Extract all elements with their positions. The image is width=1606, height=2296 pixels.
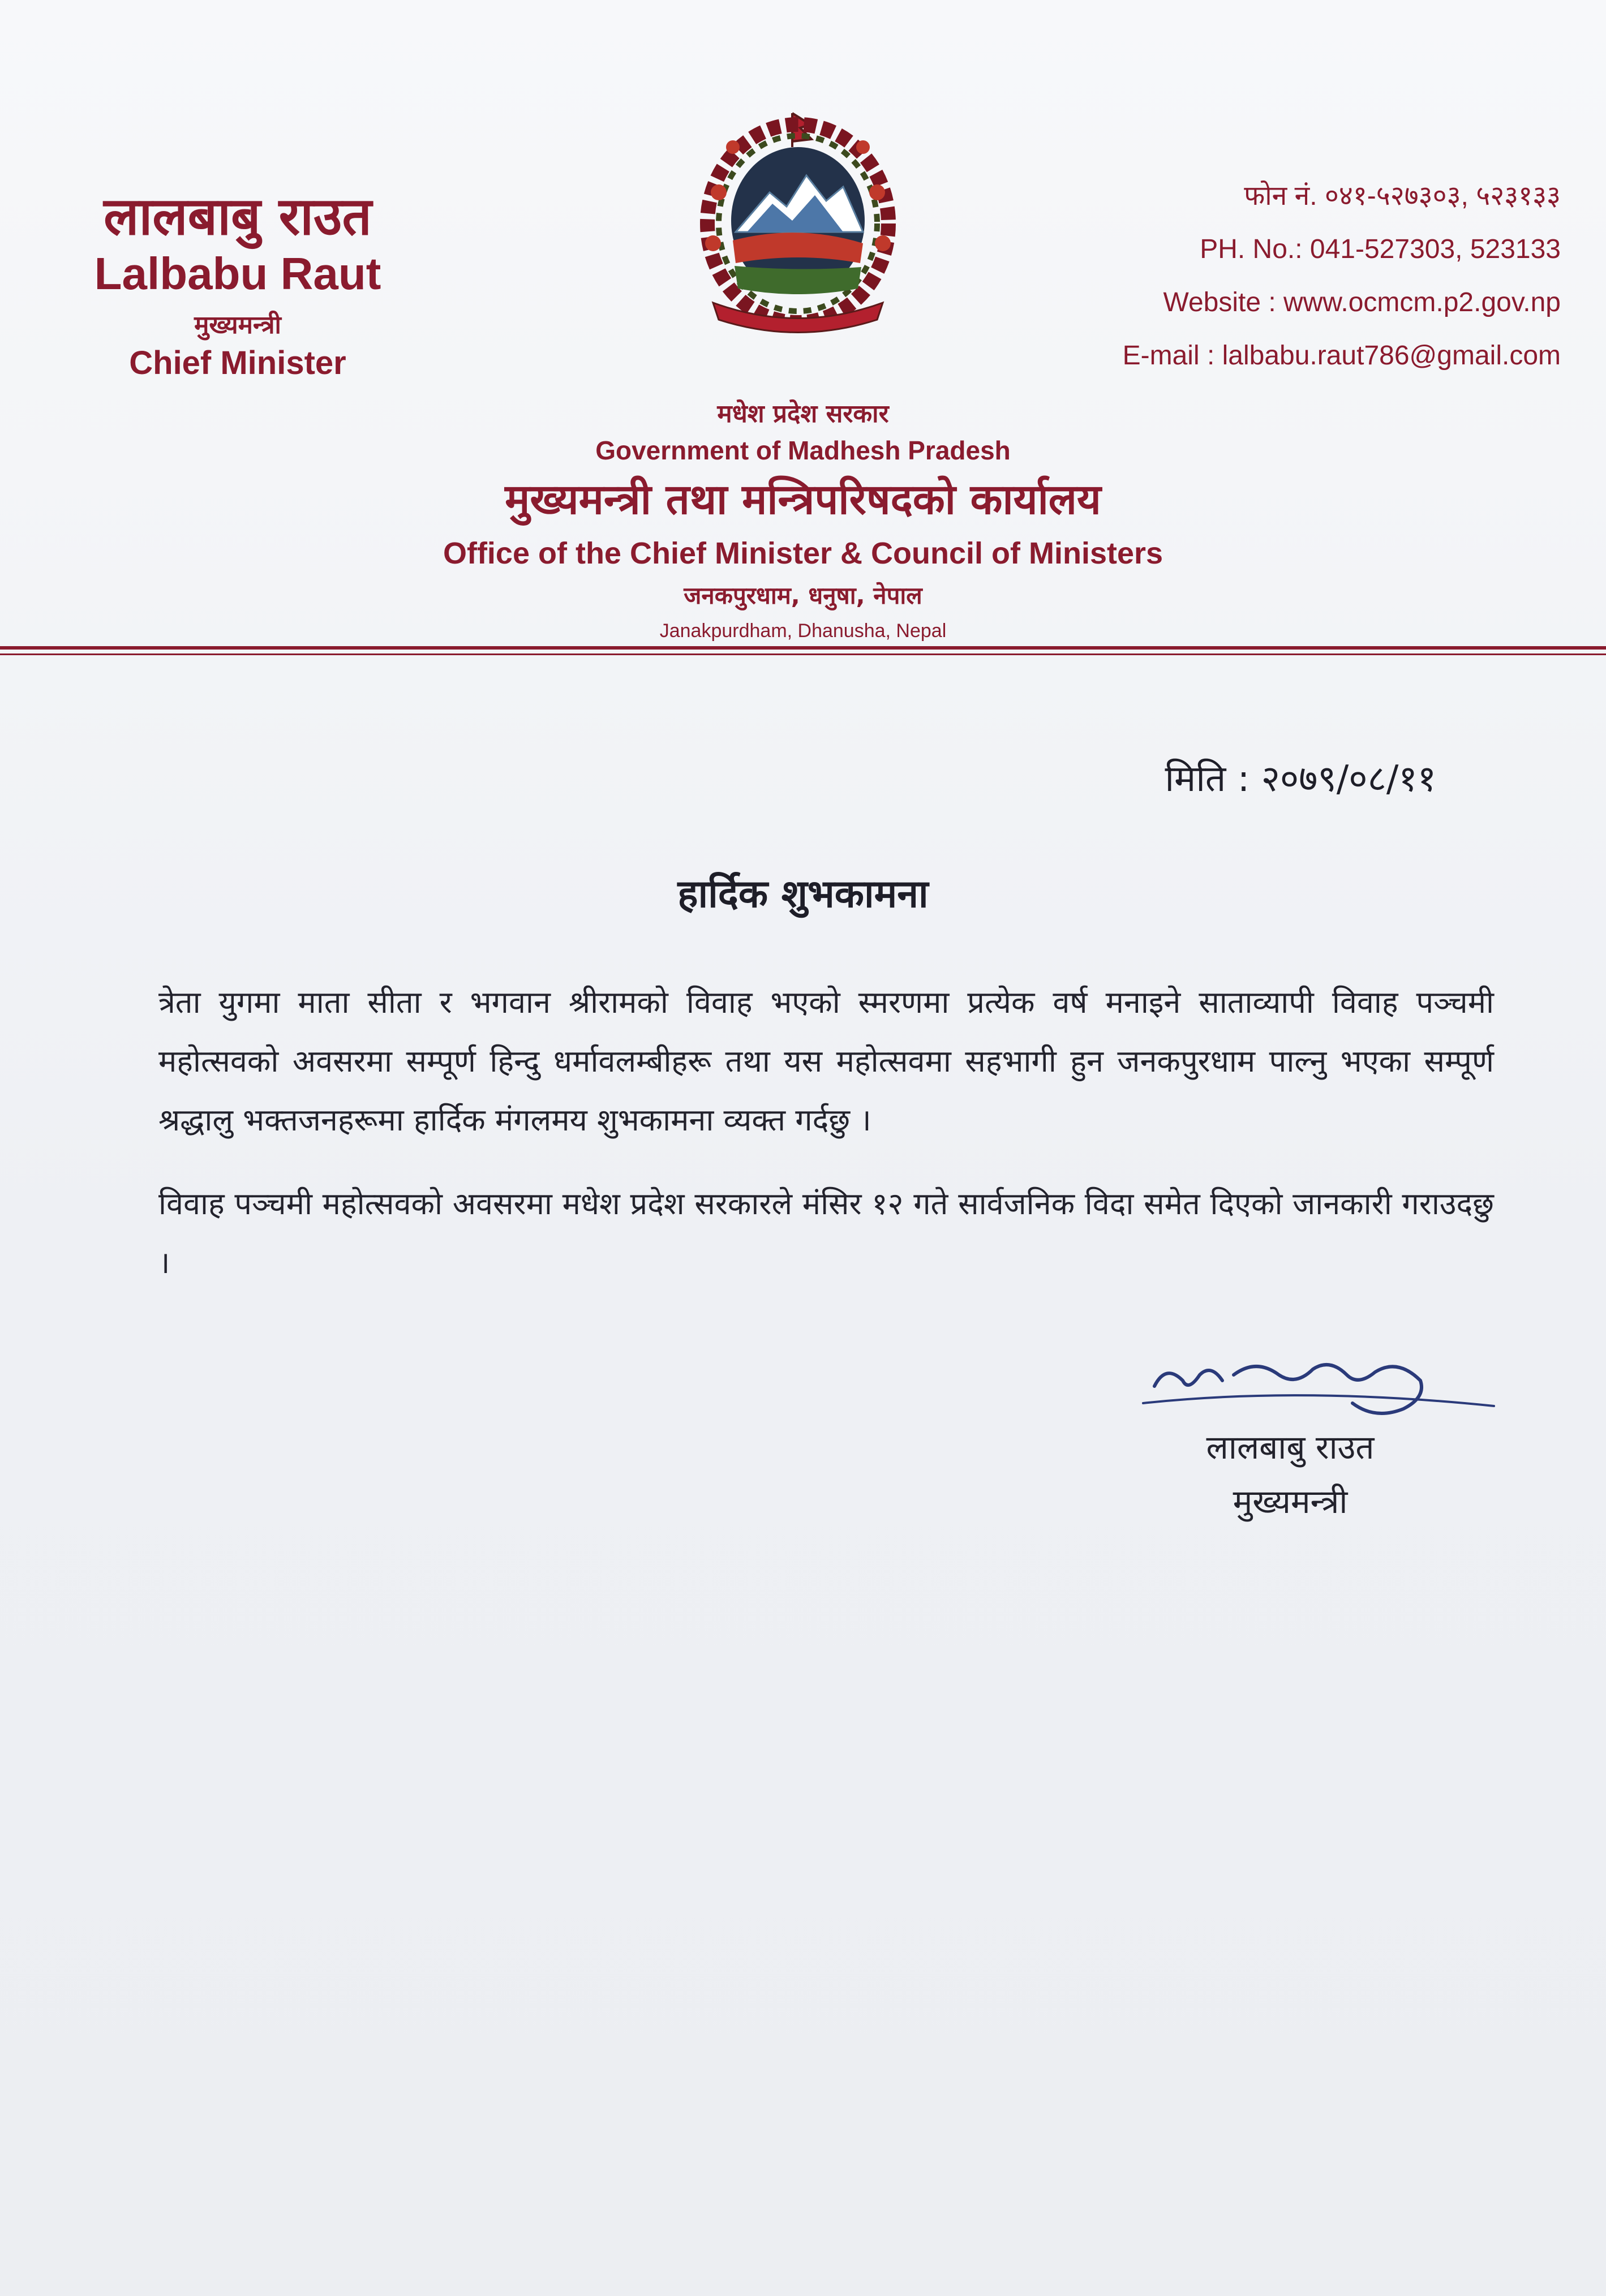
minister-title-np: मुख्यमन्त्री	[194, 310, 281, 339]
minister-name-en: Lalbabu Raut	[94, 248, 381, 299]
phone-np: फोन नं. ०४१-५२७३०३, ५२३१३३	[1244, 181, 1561, 211]
signatory-name: लालबाबु राउत	[1206, 1428, 1375, 1467]
minister-name-np: लालबाबु राउत	[104, 186, 372, 247]
body-paragraph: त्रेता युगमा माता सीता र भगवान श्रीरामको विवाह भएको स्मरणमा प्रत्येक वर्ष मनाइने साताव्यापी विवाह पञ्चमी महोत्सवको अवसरमा सम्पूर्ण हिन्दु धर्मावलम्बीहरू तथा यस महोत्सवमा सहभागी हुन जनकपुरधाम पाल्नु भएका सम्पूर्ण श्रद्धालु भक्तजनहरूमा हार्दिक मंगलमय शुभकामना व्यक्त गर्दछु ।	[158, 984, 1494, 1138]
letter-date: मिति : २०७९/०८/११	[1165, 758, 1436, 800]
email: E-mail : lalbabu.raut786@gmail.com	[1122, 341, 1561, 371]
office-name-en: Office of the Chief Minister & Council of Ministers	[443, 536, 1163, 570]
office-name-np: मुख्यमन्त्री तथा मन्त्रिपरिषदको कार्यालय	[505, 475, 1101, 524]
letterhead-contact	[1051, 170, 1561, 382]
phone-en: PH. No.: 041-527303, 523133	[1200, 234, 1561, 264]
letterhead-center	[0, 396, 1606, 646]
letterhead-divider	[0, 646, 1606, 655]
website: Website : www.ocmcm.p2.gov.np	[1163, 287, 1561, 317]
office-address-np: जनकपुरधाम, धनुषा, नेपाल	[684, 582, 922, 609]
minister-title-en: Chief Minister	[129, 344, 346, 381]
letter-body	[158, 973, 1494, 1317]
letter-subject: हार्दिक शुभकामना	[677, 872, 929, 917]
signatory-title: मुख्यमन्त्री	[1233, 1482, 1348, 1521]
body-paragraph: विवाह पञ्चमी महोत्सवको अवसरमा मधेश प्रदेश सरकारले मंसिर १२ गते सार्वजनिक विदा समेत दिएको जानकारी गराउदछु ।	[158, 1186, 1494, 1280]
government-name-en: Government of Madhesh Pradesh	[595, 436, 1011, 465]
signatory-block	[1109, 1420, 1471, 1529]
nepal-emblem-icon	[679, 102, 917, 351]
office-address-en: Janakpurdham, Dhanusha, Nepal	[659, 620, 947, 642]
letterhead-left	[62, 187, 413, 382]
government-name-np: मधेश प्रदेश सरकार	[717, 399, 889, 428]
